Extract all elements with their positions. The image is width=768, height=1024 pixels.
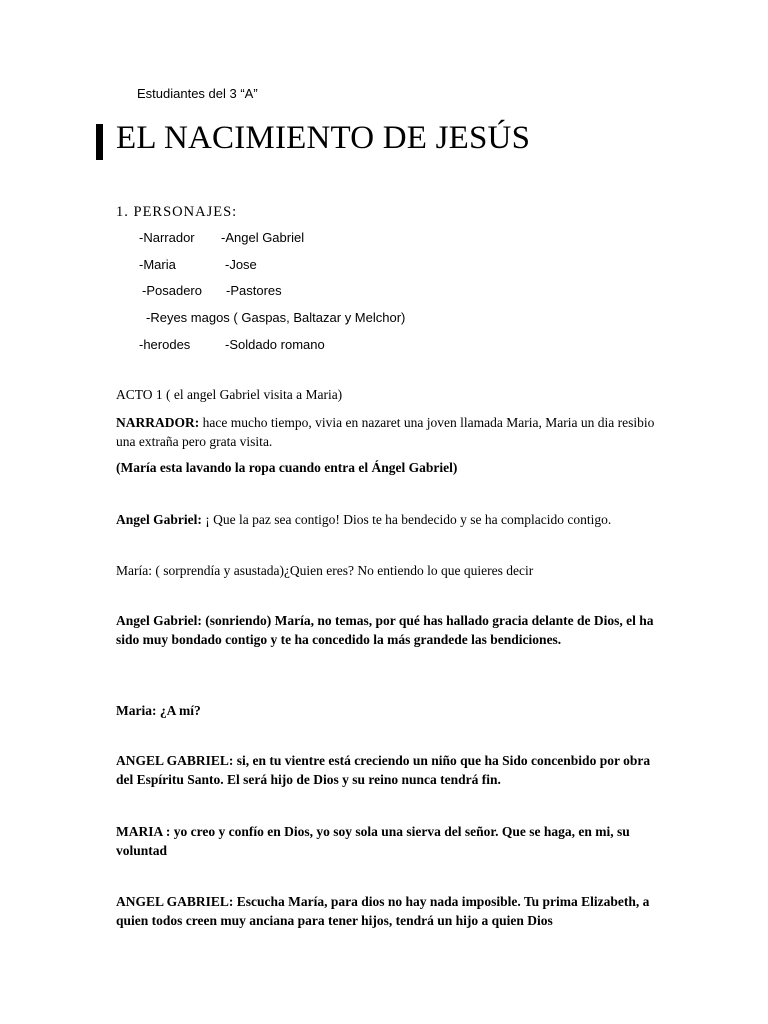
dialogue-text: hace mucho tiempo, vivia en nazaret una joven llamada Maria, Maria un dia resibio una extraña pero grata visita. bbox=[116, 415, 655, 449]
title-bar-decoration bbox=[96, 124, 103, 160]
speaker-name: NARRADOR: bbox=[116, 415, 200, 430]
character-item: -Reyes magos ( Gaspas, Baltazar y Melchor) bbox=[146, 310, 406, 325]
speaker-name: Angel Gabriel: bbox=[116, 512, 206, 527]
character-item: -Soldado romano bbox=[225, 337, 325, 352]
dialogue-paragraph: María: ( sorprendía y asustada)¿Quien eres? No entiendo lo que quieres decir bbox=[116, 563, 534, 578]
character-item: -Jose bbox=[225, 257, 257, 272]
section-heading-personajes: 1. PERSONAJES: bbox=[116, 204, 238, 220]
character-item: -Angel Gabriel bbox=[221, 230, 305, 245]
dialogue-paragraph: MARIA : yo creo y confío en Dios, yo soy sola una sierva del señor. Que se haga, en mi, su voluntad bbox=[116, 824, 630, 858]
character-item: -Posadero bbox=[142, 283, 202, 298]
stage-direction: (María esta lavando la ropa cuando entra el Ángel Gabriel) bbox=[116, 460, 458, 475]
dialogue-paragraph: ANGEL GABRIEL: Escucha María, para dios no hay nada imposible. Tu prima Elizabeth, a quien todos creen muy anciana para tener hijos, tendrá un hijo a quien Dios bbox=[116, 894, 650, 928]
act-heading: ACTO 1 ( el angel Gabriel visita a Maria) bbox=[116, 387, 343, 402]
character-item: -Maria bbox=[139, 257, 176, 272]
dialogue-text: ¡ Que la paz sea contigo! Dios te ha bendecido y se ha complacido contigo. bbox=[205, 512, 612, 527]
narrator-paragraph bbox=[116, 413, 656, 451]
character-item: -Pastores bbox=[226, 283, 282, 298]
dialogue-paragraph: ANGEL GABRIEL: si, en tu vientre está creciendo un niño que ha Sido concenbido por obra del Espíritu Santo. El será hijo de Dios y su reino nunca tendrá fin. bbox=[116, 753, 651, 787]
dialogue-paragraph bbox=[116, 510, 656, 529]
document-subtitle: Estudiantes del 3 “A” bbox=[137, 86, 258, 101]
character-item: -herodes bbox=[139, 337, 191, 352]
character-item: -Narrador bbox=[139, 230, 195, 245]
document-title: EL NACIMIENTO DE JESÚS bbox=[116, 120, 531, 156]
dialogue-paragraph: Angel Gabriel: (sonriendo) María, no temas, por qué has hallado gracia delante de Dios, el ha sido muy bondado contigo y te ha concedido la más grandede las bendiciones. bbox=[116, 613, 654, 647]
dialogue-paragraph: Maria: ¿A mí? bbox=[116, 703, 201, 718]
